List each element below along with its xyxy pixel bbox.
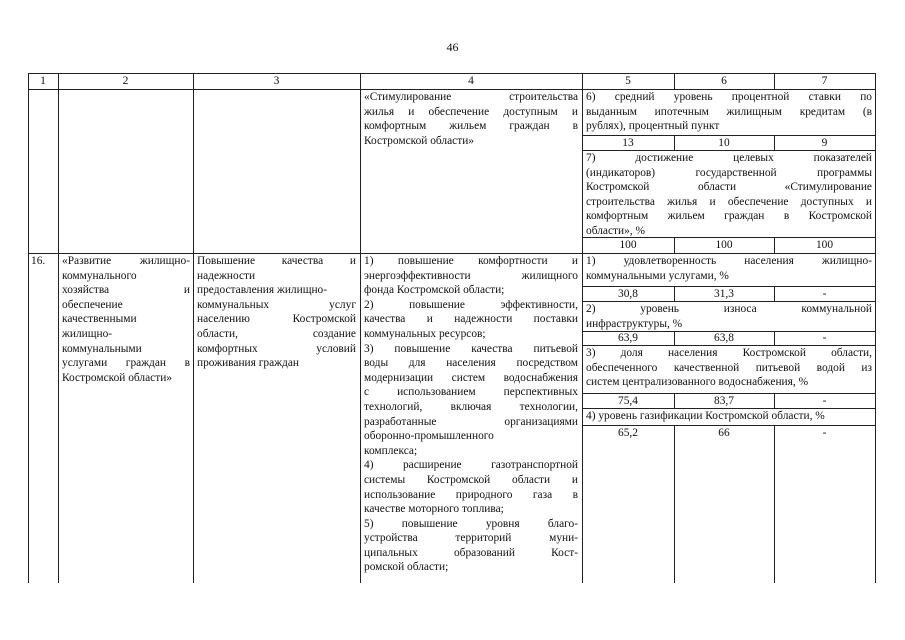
- indicator-3-value-3: -: [822, 395, 827, 407]
- text-line: качественными: [62, 313, 137, 326]
- goal-cell: [197, 254, 356, 371]
- text-line: 5) повышение уровня благо-: [364, 517, 578, 530]
- header-col-4: 4: [468, 75, 474, 87]
- indicator-2-value-1: 63,9: [618, 332, 638, 344]
- subprogram-name-cell: [62, 254, 190, 385]
- text-line: инфраструктуры, %: [586, 317, 683, 330]
- text-line: жилищно-: [62, 327, 113, 340]
- text-line: 2) повышение эффективности,: [364, 298, 578, 311]
- text-line: коммунального: [62, 269, 137, 282]
- text-line: коммунальными услугами, %: [586, 269, 729, 282]
- text-line: Костромской области»: [62, 371, 172, 384]
- text-line: воды для населения посредством: [364, 357, 578, 370]
- text-line: Костромской области «Стимулирование: [586, 181, 872, 194]
- text-line: Костромской области»: [364, 134, 474, 147]
- indicator-2-value-3: -: [822, 332, 827, 344]
- value-col-divider: [774, 425, 775, 583]
- value-col-divider: [674, 425, 675, 583]
- indicator-4-value-2: 66: [718, 427, 730, 439]
- text-line: комфортным жильем граждан в Костромской: [586, 210, 872, 223]
- text-line: технологий, включая технологии,: [364, 400, 578, 413]
- row-number: 16.: [31, 255, 46, 267]
- indicator-4-value-1: 65,2: [618, 427, 638, 439]
- text-line: надежности: [197, 269, 256, 282]
- text-line: комфортных условий: [197, 342, 356, 355]
- program-name-cell: [364, 90, 578, 148]
- indicator-3-value-1: 75,4: [618, 395, 638, 407]
- text-line: 3) повышение качества питьевой: [364, 342, 578, 355]
- text-line: Повышение качества и: [197, 255, 356, 267]
- col-divider: [58, 73, 59, 583]
- text-line: услугами граждан в: [62, 357, 190, 370]
- text-line: качестве моторного топлива;: [364, 503, 504, 516]
- text-line: использование природного газа в: [364, 488, 578, 501]
- text-line: 4) расширение газотранспортной: [364, 459, 578, 472]
- text-line: 4) уровень газификации Костромской области, %: [586, 410, 825, 422]
- text-line: 2) уровень износа коммунальной: [586, 303, 872, 315]
- indicator-1-value-3: -: [822, 288, 827, 300]
- text-line: устройства территорий муни-: [364, 532, 578, 545]
- text-line: рублях), процентный пункт: [586, 120, 720, 133]
- header-col-7: 7: [821, 75, 828, 87]
- text-line: коммунальных ресурсов;: [364, 327, 486, 340]
- program-table: [28, 73, 876, 583]
- indicator-3-text: [586, 346, 872, 390]
- text-line: области, создание: [197, 327, 356, 340]
- indicator-1-text: [586, 254, 872, 283]
- text-line: 1) удовлетворенность населения жилищно-: [586, 255, 872, 267]
- indicator-7-value-3: 100: [815, 239, 834, 251]
- text-line: «Стимулирование строительства: [364, 91, 578, 103]
- indicator-4-text: [586, 409, 872, 424]
- text-line: модернизации систем водоснабжения: [364, 371, 578, 384]
- text-line: ципальных образований Кост-: [364, 546, 578, 559]
- table-border-left: [28, 73, 29, 583]
- indicator-7-value-2: 100: [715, 239, 733, 251]
- text-line: выданным ипотечным жилищным кредитам (в: [586, 105, 872, 118]
- text-line: коммунальных услуг: [197, 298, 356, 311]
- indicator-6-value-3: 9: [821, 137, 828, 149]
- text-line: обеспеченного качественной питьевой водой из: [586, 361, 872, 374]
- text-line: области», %: [586, 224, 645, 237]
- text-line: систем централизованного водоснабжения, %: [586, 376, 809, 389]
- text-line: жилья и обеспечение доступным и: [364, 105, 578, 118]
- text-line: 6) средний уровень процентной ставки по: [586, 91, 872, 103]
- col-divider: [193, 73, 194, 583]
- text-line: фонда Костромской области;: [364, 284, 505, 297]
- tasks-cell: [364, 254, 578, 575]
- header-col-1: 1: [40, 75, 46, 87]
- indicator-4-value-3: -: [822, 427, 827, 439]
- text-line: населению Костромской: [197, 313, 356, 326]
- indicator-3-value-2: 83,7: [714, 395, 734, 407]
- text-line: комфортным жильем граждан в: [364, 120, 578, 133]
- text-line: оборонно-промышленного: [364, 430, 494, 443]
- indicator-2-text: [586, 302, 872, 331]
- header-col-2: 2: [122, 75, 129, 87]
- header-col-5: 5: [625, 75, 631, 87]
- text-line: системы Костромской области и: [364, 473, 578, 486]
- text-line: 1) повышение комфортности и: [364, 255, 578, 267]
- text-line: обеспечение: [62, 298, 123, 311]
- text-line: 7) достижение целевых показателей: [586, 152, 872, 164]
- text-line: предоставления жилищно-: [197, 284, 328, 297]
- indicator-1-value-2: 31,3: [714, 288, 734, 300]
- indicator-7-value-1: 100: [619, 239, 637, 251]
- page-number: 46: [446, 40, 459, 54]
- header-col-3: 3: [273, 75, 280, 87]
- indicator-6-text: [586, 90, 872, 134]
- text-line: разработанные организациями: [364, 415, 578, 428]
- text-line: хозяйства и: [62, 284, 190, 297]
- text-line: строительства жилья и обеспечение доступных и: [586, 195, 872, 208]
- indicator-7-text: [586, 151, 872, 239]
- indicator-2-value-2: 63,8: [714, 332, 734, 344]
- text-line: проживания граждан: [197, 357, 299, 370]
- indicator-6-value-2: 10: [718, 137, 730, 149]
- text-line: комплекса;: [364, 444, 418, 457]
- header-col-6: 6: [721, 75, 727, 87]
- col-divider: [360, 73, 361, 583]
- text-line: качества и надежности поставки: [364, 313, 578, 326]
- indicator-6-value-1: 13: [622, 137, 634, 149]
- text-line: «Развитие жилищно-: [62, 255, 190, 267]
- text-line: коммунальными: [62, 342, 142, 355]
- text-line: 3) доля населения Костромской области,: [586, 347, 872, 359]
- text-line: энергоэффективности жилищного: [364, 269, 578, 282]
- text-line: ромской области;: [364, 561, 449, 574]
- text-line: (индикаторов) государственной программы: [586, 166, 872, 179]
- indicator-1-value-1: 30,8: [618, 288, 638, 300]
- text-line: с использованием перспективных: [364, 386, 578, 399]
